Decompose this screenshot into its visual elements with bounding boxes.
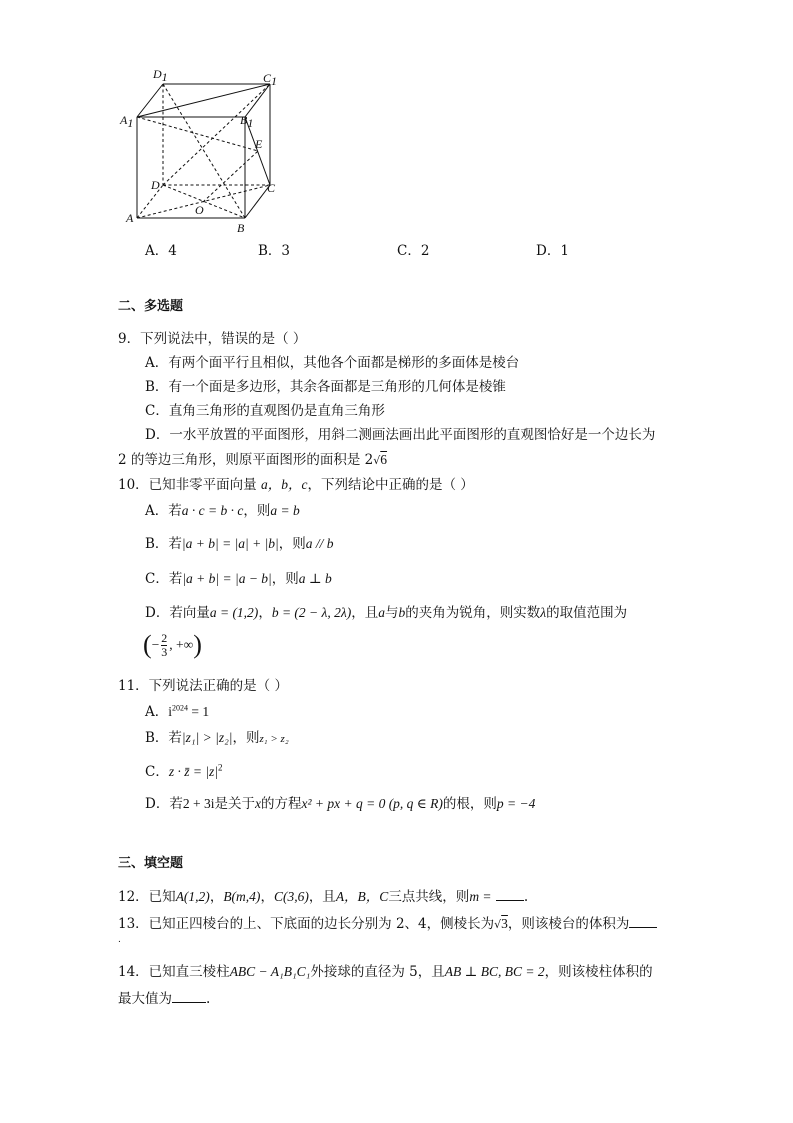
q8-option-a[interactable]: A．4 (145, 243, 177, 259)
q9-option-d-cont: 2 的等边三角形，则原平面图形的面积是 2√6 (118, 452, 388, 468)
section-multiple-choice-title: 二、多选题 (118, 299, 184, 314)
q8-options (0, 239, 793, 257)
label-d: D (151, 178, 160, 192)
q8-option-d[interactable]: D．1 (536, 243, 569, 259)
label-a: A (126, 211, 134, 225)
q13: 13．已知正四棱台的上、下底面的边长分别为 2、4，侧棱长为√3，则该棱台的体积为 (118, 912, 657, 932)
edge-a1d1 (137, 84, 163, 117)
q11-option-d[interactable]: D．若2 + 3i是关于x的方程x² + px + q = 0 (p, q ∈ R)的根，则p = −4 (145, 796, 536, 812)
cube-diagram (120, 62, 290, 240)
diag-a1c1 (137, 84, 270, 117)
q10-option-c[interactable]: C．若|a + b| = |a − b|，则a ⊥ b (145, 571, 332, 587)
q11-option-b[interactable]: B．若|z₁| > |z₂|，则z₁ > z₂ (145, 730, 289, 746)
q8-option-b[interactable]: B．3 (258, 243, 291, 259)
q10-option-d-range: (− $\frac{2}{3}$ , +∞) (143, 630, 202, 659)
label-b: B (237, 221, 245, 235)
q13-answer-blank[interactable] (629, 915, 657, 928)
q9-option-b[interactable]: B．有一个面是多边形，其余各面都是三角形的几何体是棱锥 (145, 379, 506, 395)
section-fill-in-title: 三、填空题 (118, 856, 184, 871)
q12-answer-blank[interactable] (496, 888, 524, 901)
q10-option-a[interactable]: A．若a · c = b · c，则a = b (145, 503, 300, 519)
q10-stem: 10．已知非零平面向量 a，b，c，下列结论中正确的是（ ） (118, 477, 474, 493)
q8-option-c[interactable]: C．2 (397, 243, 430, 259)
label-e: E (255, 137, 263, 151)
q10-option-b[interactable]: B．若|a + b| = |a| + |b|，则a // b (145, 536, 334, 552)
q14: 14．已知直三棱柱ABC − A₁B₁C₁外接球的直径为 5，且AB ⊥ BC, BC = 2，则该棱柱体积的 (118, 964, 653, 980)
label-c1: C1 (263, 71, 278, 88)
q14-line2: 最大值为 . (118, 991, 211, 1007)
q11-option-a[interactable]: A．$i^{2024} = 1$ (145, 703, 210, 720)
q13-trailing-dot: . (118, 935, 121, 945)
q11-option-c[interactable]: C．z · z̄ = $|z|^2$ (145, 762, 223, 780)
cube-figure (120, 62, 290, 240)
q9-option-c[interactable]: C．直角三角形的直观图仍是直角三角形 (145, 403, 385, 419)
q9-option-a[interactable]: A．有两个面平行且相似，其他各个面都是梯形的多面体是棱台 (145, 355, 520, 371)
q10-option-d[interactable]: D．若向量a = (1,2)，b = (2 − λ, 2λ)，且a与b的夹角为锐角，则实数λ的取值范围为 (145, 605, 628, 621)
q9-option-d[interactable]: D．一水平放置的平面图形，用斜二测画法画出此平面图形的直观图恰好是一个边长为 (145, 427, 656, 443)
q12: 12．已知A(1,2)，B(m,4)，C(3,6)，且A，B，C三点共线，则m = . (118, 889, 529, 905)
q9-stem: 9．下列说法中，错误的是（ ） (118, 331, 307, 347)
label-b1: B1 (240, 113, 254, 130)
diag-dc1 (163, 84, 270, 185)
diag-d1b (163, 84, 245, 218)
label-a1: A1 (120, 113, 134, 130)
label-c: C (267, 181, 276, 195)
q14-answer-blank[interactable] (172, 990, 206, 1003)
label-o: O (195, 203, 204, 217)
q11-stem: 11．下列说法正确的是（ ） (118, 678, 288, 694)
label-d1: D1 (153, 67, 168, 84)
